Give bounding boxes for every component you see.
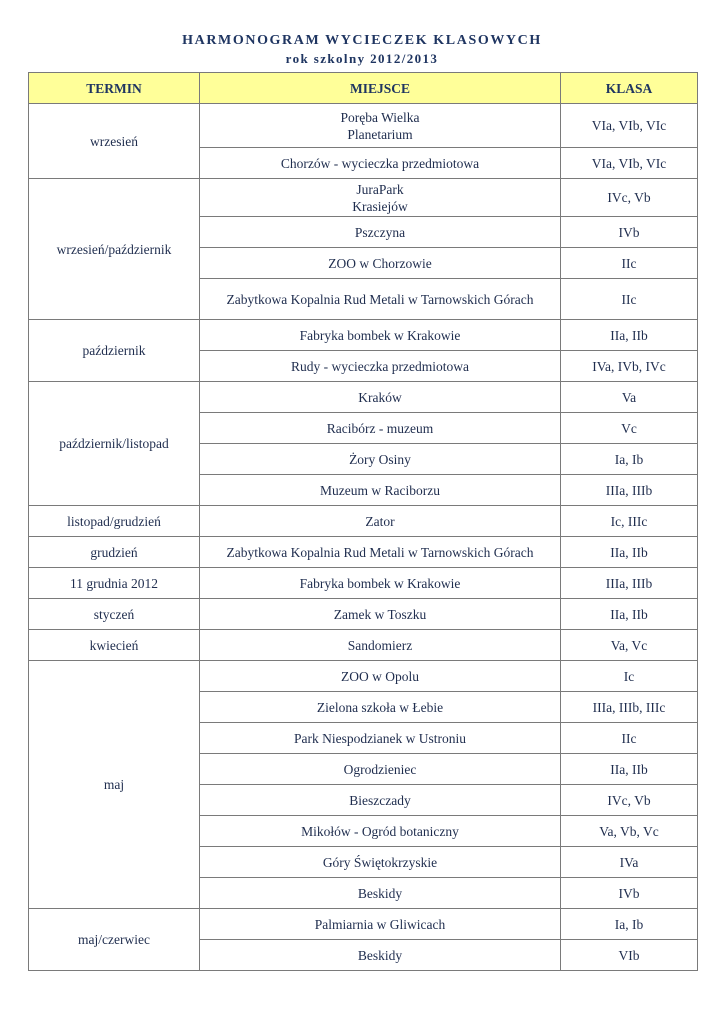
- klasa-cell: Ia, Ib: [561, 909, 698, 940]
- miejsce-cell: [200, 351, 561, 382]
- miejsce-text: ZOO w Chorzowie: [328, 255, 432, 271]
- klasa-cell: IVb: [561, 878, 698, 909]
- klasa-cell: VIb: [561, 940, 698, 971]
- klasa-cell: IVc, Vb: [561, 179, 698, 217]
- termin-cell: grudzień: [29, 537, 200, 568]
- miejsce-cell: [200, 104, 561, 148]
- miejsce-cell: [200, 217, 561, 248]
- miejsce-cell: [200, 940, 561, 971]
- miejsce-text: Poręba Wielka: [340, 109, 420, 125]
- miejsce-text: Mikołów - Ogród botaniczny: [301, 823, 459, 839]
- miejsce-text: Fabryka bombek w Krakowie: [299, 327, 461, 343]
- klasa-cell: VIa, VIb, VIc: [561, 148, 698, 179]
- klasa-cell: IIa, IIb: [561, 754, 698, 785]
- miejsce-cell: [200, 279, 561, 320]
- miejsce-cell: [200, 878, 561, 909]
- miejsce-text: Zielona szkoła w Łebie: [316, 699, 444, 715]
- miejsce-text: Bieszczady: [349, 792, 411, 808]
- miejsce-cell: [200, 148, 561, 179]
- miejsce-cell: [200, 444, 561, 475]
- miejsce-text: Krasiejów: [352, 198, 408, 214]
- table-row: [29, 104, 698, 148]
- klasa-cell: Ic, IIIc: [561, 506, 698, 537]
- klasa-cell: IIa, IIb: [561, 320, 698, 351]
- document-title: HARMONOGRAM WYCIECZEK KLASOWYCH: [182, 33, 542, 48]
- termin-cell: maj/czerwiec: [29, 909, 200, 971]
- miejsce-cell: [200, 413, 561, 444]
- klasa-cell: IIIa, IIIb: [561, 568, 698, 599]
- termin-cell: styczeń: [29, 599, 200, 630]
- table-row: [29, 179, 698, 217]
- miejsce-cell: [200, 661, 561, 692]
- klasa-cell: Va, Vc: [561, 630, 698, 661]
- miejsce-cell: [200, 754, 561, 785]
- miejsce-cell: [200, 506, 561, 537]
- miejsce-cell: [200, 475, 561, 506]
- miejsce-text: Zator: [365, 513, 395, 529]
- schedule-body: [29, 104, 698, 971]
- miejsce-cell: [200, 599, 561, 630]
- table-row: [29, 320, 698, 351]
- miejsce-text: Muzeum w Raciborzu: [320, 482, 440, 498]
- klasa-cell: IIIa, IIIb, IIIc: [561, 692, 698, 723]
- klasa-cell: IVc, Vb: [561, 785, 698, 816]
- termin-cell: 11 grudnia 2012: [29, 568, 200, 599]
- miejsce-cell: [200, 785, 561, 816]
- klasa-cell: IIa, IIb: [561, 537, 698, 568]
- miejsce-text: Planetarium: [347, 126, 413, 142]
- table-row: [29, 630, 698, 661]
- miejsce-cell: [200, 909, 561, 940]
- termin-cell: październik/listopad: [29, 382, 200, 506]
- miejsce-text: Ogrodzieniec: [343, 761, 417, 777]
- table-row: [29, 661, 698, 692]
- miejsce-text: Fabryka bombek w Krakowie: [299, 575, 461, 591]
- miejsce-cell: [200, 320, 561, 351]
- header-miejsce: MIEJSCE: [200, 73, 561, 104]
- miejsce-cell: [200, 537, 561, 568]
- klasa-cell: IIc: [561, 279, 698, 320]
- klasa-cell: VIa, VIb, VIc: [561, 104, 698, 148]
- miejsce-cell: [200, 630, 561, 661]
- klasa-cell: Ia, Ib: [561, 444, 698, 475]
- termin-cell: listopad/grudzień: [29, 506, 200, 537]
- termin-cell: październik: [29, 320, 200, 382]
- miejsce-text: Racibórz - muzeum: [326, 420, 434, 436]
- miejsce-text: Zabytkowa Kopalnia Rud Metali w Tarnowskich Górach: [226, 291, 534, 307]
- klasa-cell: IVa: [561, 847, 698, 878]
- klasa-cell: Ic: [561, 661, 698, 692]
- miejsce-text: Rudy - wycieczka przedmiotowa: [290, 358, 470, 374]
- miejsce-cell: [200, 568, 561, 599]
- klasa-cell: Va: [561, 382, 698, 413]
- table-row: [29, 568, 698, 599]
- miejsce-text: Park Niespodzianek w Ustroniu: [293, 730, 467, 746]
- klasa-cell: IIa, IIb: [561, 599, 698, 630]
- miejsce-text: Chorzów - wycieczka przedmiotowa: [280, 155, 480, 171]
- table-row: [29, 909, 698, 940]
- header-klasa: KLASA: [561, 73, 698, 104]
- miejsce-text: Pszczyna: [354, 224, 406, 240]
- klasa-cell: IIIa, IIIb: [561, 475, 698, 506]
- miejsce-cell: [200, 847, 561, 878]
- miejsce-text: Beskidy: [357, 947, 403, 963]
- klasa-cell: IIc: [561, 723, 698, 754]
- table-row: [29, 382, 698, 413]
- miejsce-text: ZOO w Opolu: [341, 668, 419, 684]
- document-subtitle: rok szkolny 2012/2013: [285, 51, 439, 66]
- termin-cell: wrzesień/październik: [29, 179, 200, 320]
- miejsce-text: Kraków: [358, 389, 402, 405]
- table-row: [29, 599, 698, 630]
- termin-cell: wrzesień: [29, 104, 200, 179]
- miejsce-text: Zamek w Toszku: [333, 606, 427, 622]
- miejsce-cell: [200, 382, 561, 413]
- klasa-cell: IVb: [561, 217, 698, 248]
- miejsce-cell: [200, 179, 561, 217]
- klasa-cell: IIc: [561, 248, 698, 279]
- miejsce-text: JuraPark: [356, 181, 404, 197]
- header-row: [29, 73, 698, 104]
- header-termin: TERMIN: [29, 73, 200, 104]
- miejsce-text: Zabytkowa Kopalnia Rud Metali w Tarnowskich Górach: [226, 544, 534, 560]
- miejsce-cell: [200, 723, 561, 754]
- miejsce-text: Sandomierz: [347, 637, 413, 653]
- miejsce-text: Palmiarnia w Gliwicach: [314, 916, 446, 932]
- termin-cell: kwiecień: [29, 630, 200, 661]
- klasa-cell: IVa, IVb, IVc: [561, 351, 698, 382]
- schedule-table: [28, 72, 698, 971]
- miejsce-text: Beskidy: [357, 885, 403, 901]
- miejsce-cell: [200, 248, 561, 279]
- table-row: [29, 537, 698, 568]
- termin-cell: maj: [29, 661, 200, 909]
- miejsce-cell: [200, 692, 561, 723]
- table-row: [29, 506, 698, 537]
- klasa-cell: Va, Vb, Vc: [561, 816, 698, 847]
- miejsce-cell: [200, 816, 561, 847]
- miejsce-text: Żory Osiny: [349, 451, 411, 467]
- miejsce-text: Góry Świętokrzyskie: [322, 854, 438, 870]
- klasa-cell: Vc: [561, 413, 698, 444]
